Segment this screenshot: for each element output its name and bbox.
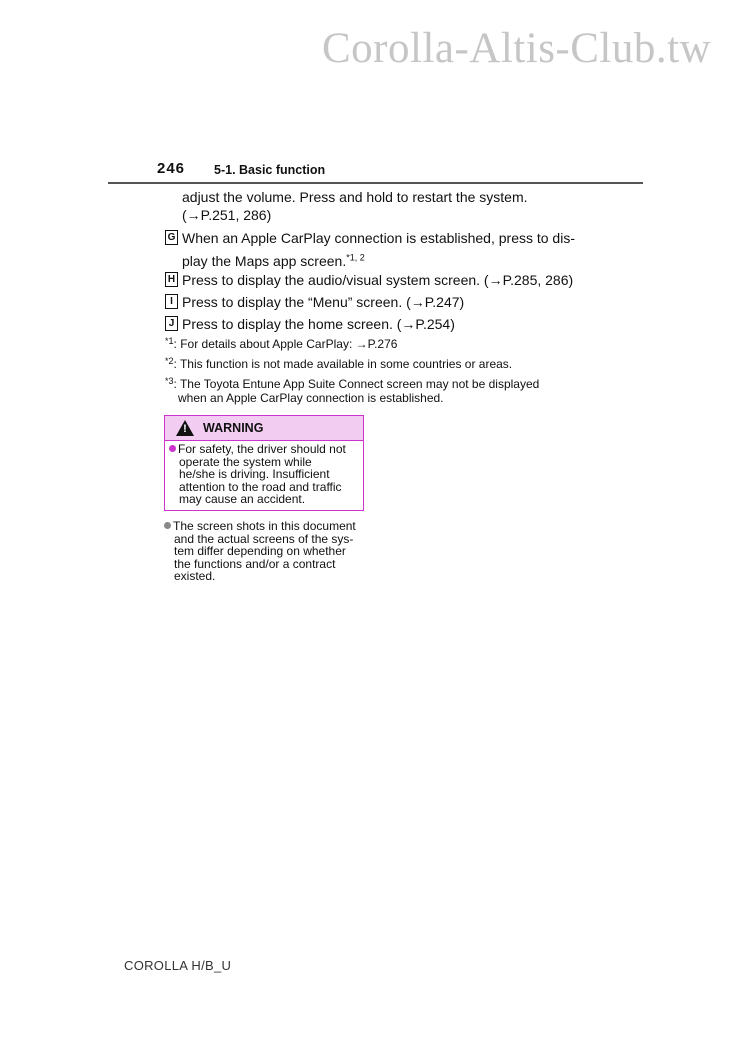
footnote-2-text: This function is not made available in some countries or areas. <box>179 357 513 371</box>
continued-line-1: adjust the volume. Press and hold to restart the system. <box>182 189 528 205</box>
note-line-4: the functions and/or a contract <box>174 556 336 571</box>
item-g-line-1: When an Apple CarPlay connection is established, press to dis- <box>182 230 575 246</box>
page-number: 246 <box>157 160 186 177</box>
warning-line-5: may cause an accident. <box>179 492 306 507</box>
list-item-g <box>165 228 585 271</box>
warning-line-2: operate the system while <box>179 454 312 469</box>
warning-line-4: attention to the road and traffic <box>179 479 342 494</box>
bullet-icon <box>164 522 171 529</box>
note-line-1: The screen shots in this document <box>173 519 356 533</box>
warning-line-1-wrap <box>169 443 361 456</box>
footnote-3-line-2: when an Apple CarPlay connection is established. <box>178 391 444 405</box>
warning-box <box>164 415 364 511</box>
warning-line-3: he/she is driving. Insufficient <box>179 467 330 482</box>
item-h-text: Press to display the audio/visual system screen. (→P.285, 286) <box>182 272 574 288</box>
list-item-i <box>165 292 585 312</box>
footnote-3-line-1: The Toyota Entune App Suite Connect screen may not be displayed <box>179 377 540 391</box>
note-paragraph <box>164 520 369 583</box>
continued-paragraph <box>182 188 582 224</box>
exclamation-icon: ! <box>183 423 187 435</box>
key-label-j: J <box>165 316 178 331</box>
note-line-5: existed. <box>174 569 216 584</box>
note-line-2: and the actual screens of the sys- <box>174 531 354 546</box>
warning-title: WARNING <box>203 421 264 435</box>
note-line-1-wrap <box>164 520 369 533</box>
list-item-h <box>165 270 585 290</box>
item-g-line-2-wrap <box>182 251 585 271</box>
continued-line-2: (→P.251, 286) <box>182 207 272 223</box>
key-label-g: G <box>165 230 178 245</box>
key-label-h: H <box>165 272 178 287</box>
footnote-1-text: For details about Apple CarPlay: →P.276 <box>180 337 398 351</box>
list-item-j <box>165 314 585 334</box>
footnote-2-mark: *2 <box>165 356 174 366</box>
key-label-i: I <box>165 294 178 309</box>
footer-model-code: COROLLA H/B_U <box>124 958 232 973</box>
warning-header <box>165 416 363 441</box>
watermark-text: Corolla-Altis-Club.tw <box>322 25 712 72</box>
footnote-2: $^{*2}$: This function is not made available in some countries or areas. <box>165 356 513 371</box>
item-i-text: Press to display the “Menu” screen. (→P.247) <box>182 294 465 310</box>
item-j-text: Press to display the home screen. (→P.254) <box>182 316 455 332</box>
warning-body <box>169 443 361 506</box>
footnote-1: $^{*1}$: For details about Apple CarPlay: →P.276 <box>165 336 398 351</box>
footnote-1-mark: *1 <box>165 336 174 346</box>
item-g-line-2: play the Maps app screen. <box>182 253 347 269</box>
section-title: 5-1. Basic function <box>214 163 326 177</box>
page-header <box>157 160 642 184</box>
footnote-3-mark: *3 <box>165 376 174 386</box>
header-divider <box>108 182 643 184</box>
bullet-icon <box>169 445 176 452</box>
note-line-3: tem differ depending on whether <box>174 544 346 559</box>
footnote-3: $^{*3}$: The Toyota Entune App Suite Connect screen may not be displayed when an Apple CarPlay connection is established. <box>165 378 585 405</box>
item-g-superscript: *1, 2 <box>346 252 365 263</box>
warning-line-1: For safety, the driver should not <box>178 442 346 456</box>
